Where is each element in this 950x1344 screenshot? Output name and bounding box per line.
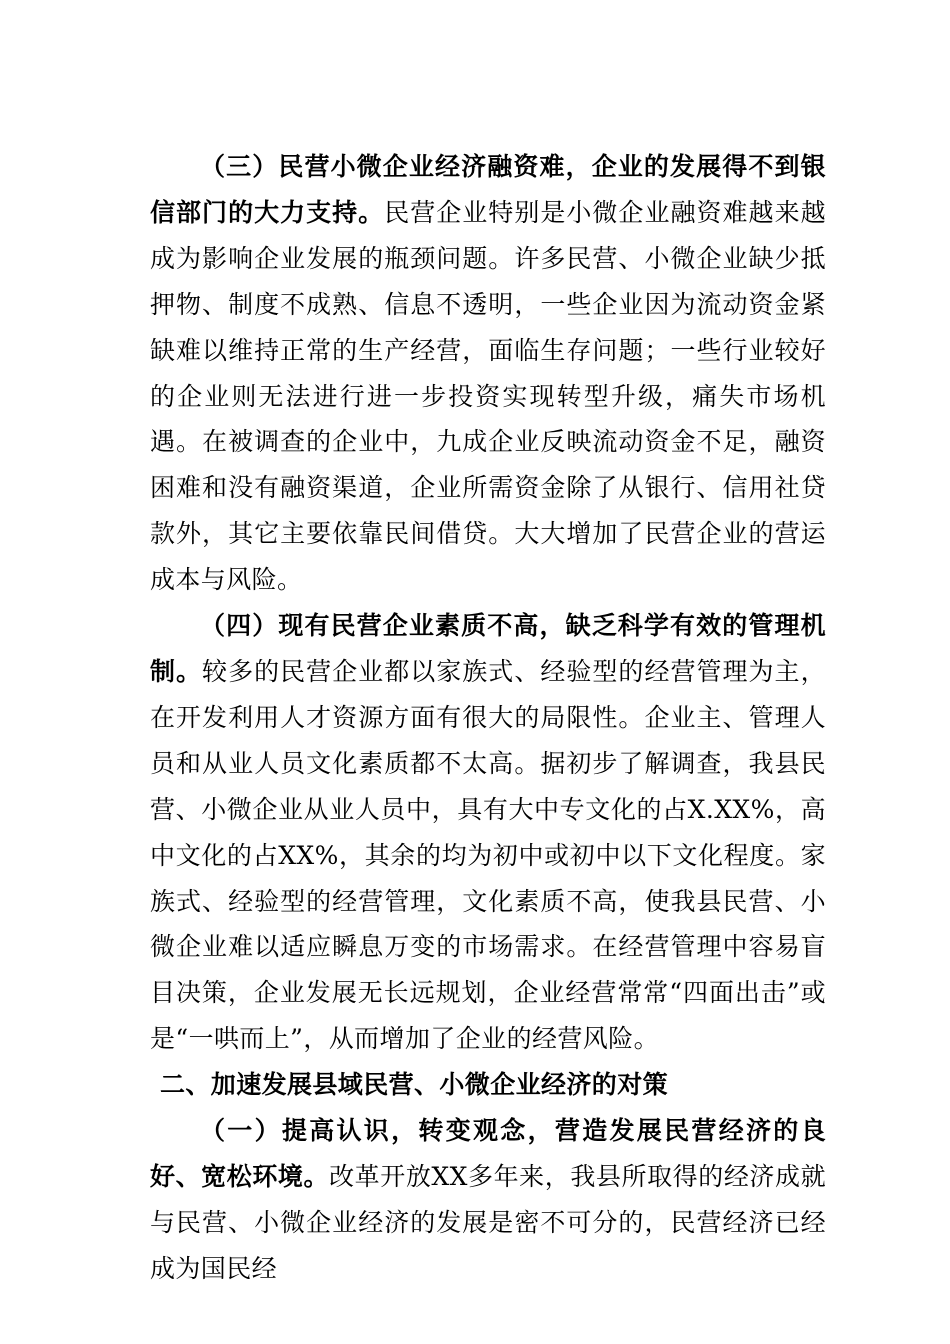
paragraph-lead-5: （一）提高认识，转变观念，营造发展民营经济的良好、宽松环境。 [150, 1116, 826, 1191]
paragraph-awareness [150, 1108, 826, 1292]
paragraph-financing-difficulty [150, 144, 826, 603]
paragraph-lead-3: （三）民营小微企业经济融资难，企业的发展得不到银信部门的大力支持。 [150, 152, 826, 227]
paragraph-body-4: 较多的民营企业都以家族式、经验型的经营管理为主，在开发利用人才资源方面有很大的局限性。企业主、管理人员和从业人员文化素质都不太高。据初步了解调查，我县民营、小微企业从业人员中，具有大中专文化的占X.XX%，高中文化的占XX%，其余的均为初中或初中以下文化程度。家族式、经验型的经营管理，文化素质不高，使我县民营、小微企业难以适应瞬息万变的市场需求。在经营管理中容易盲目决策，企业发展无长远规划，企业经营常常“四面出击”或是“一哄而上”，从而增加了企业的经营风险。 [150, 656, 826, 1054]
paragraph-body-5: 改革开放XX多年来，我县所取得的经济成就与民营、小微企业经济的发展是密不可分的，民营经济已经成为国民经 [150, 1161, 826, 1283]
paragraph-body-3: 民营企业特别是小微企业融资难越来越成为影响企业发展的瓶颈问题。许多民营、小微企业缺少抵押物、制度不成熟、信息不透明，一些企业因为流动资金紧缺难以维持正常的生产经营，面临生存问题；一些行业较好的企业则无法进行进一步投资实现转型升级，痛失市场机遇。在被调查的企业中，九成企业反映流动资金不足，融资困难和没有融资渠道，企业所需资金除了从银行、信用社贷款外，其它主要依靠民间借贷。大大增加了民营企业的营运成本与风险。 [150, 197, 826, 595]
document-body [150, 144, 826, 1292]
paragraph-management-quality [150, 603, 826, 1062]
section-heading-countermeasures: 二、加速发展县域民营、小微企业经济的对策 [160, 1070, 669, 1100]
paragraph-lead-4: （四）现有民营企业素质不高，缺乏科学有效的管理机制。 [150, 611, 826, 686]
